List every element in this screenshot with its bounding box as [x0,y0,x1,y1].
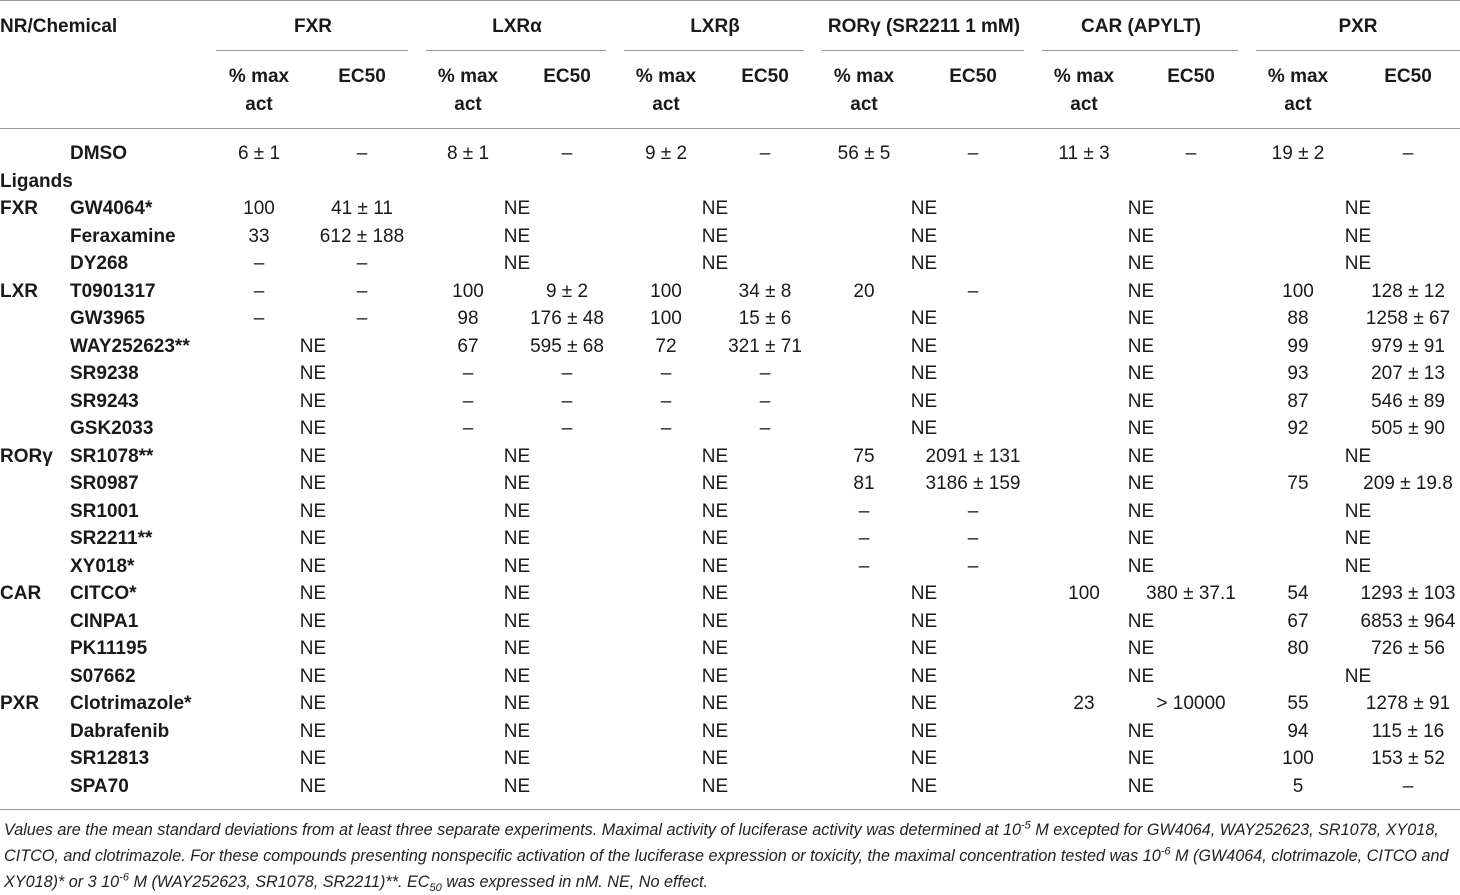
table-cell: 100 [650,281,682,302]
table-cell: 54 [1287,583,1309,604]
table-cell: 5 [1292,776,1304,797]
table-cell: NE [1127,776,1155,797]
table-cell: 67 [457,336,479,357]
table-cell: – [1402,776,1414,797]
receptor-group-label: PXR [0,693,40,714]
table-cell: NE [503,528,531,549]
pct-max-header: % max [1267,66,1329,87]
table-cell: NE [299,583,327,604]
receptor-header: CAR (APYLT) [1081,16,1201,37]
ec50-header: EC50 [741,66,789,87]
pct-max-header: act [1070,94,1098,115]
table-cell: – [967,281,979,302]
receptor-header: PXR [1338,16,1378,37]
table-cell: 93 [1287,363,1309,384]
table-cell: NE [299,611,327,632]
table-cell: NE [910,611,938,632]
table-cell: NE [1344,666,1372,687]
table-cell: NE [299,776,327,797]
table-cell: NE [1344,556,1372,577]
receptor-group-label: FXR [0,198,38,219]
table-cell: 99 [1287,336,1309,357]
table-cell: – [356,281,368,302]
table-cell: – [462,363,474,384]
table-cell: – [759,363,771,384]
pct-max-header: % max [833,66,895,87]
table-cell: NE [503,666,531,687]
table-cell: – [356,308,368,329]
table-cell: – [253,253,265,274]
table-cell: 88 [1287,308,1309,329]
ec50-header: EC50 [1167,66,1215,87]
ligands-label: Ligands [0,171,73,192]
table-cell: NE [503,611,531,632]
table-cell: – [660,363,672,384]
corner-label: NR/Chemical [0,16,118,37]
table-cell: NE [1127,611,1155,632]
table-cell: NE [910,308,938,329]
table-cell: NE [701,198,729,219]
table-cell: NE [701,528,729,549]
table-cell: NE [701,693,729,714]
table-cell: 67 [1287,611,1309,632]
compound-name: GSK2033 [70,418,154,439]
table-cell: NE [1127,308,1155,329]
table-cell: 726 ± 56 [1371,638,1445,659]
table-cell: – [858,556,870,577]
table-cell: 979 ± 91 [1371,336,1445,357]
pct-max-header: act [850,94,878,115]
receptor-group-rule [624,50,804,51]
table-cell: – [253,308,265,329]
table-cell: – [759,418,771,439]
table-cell: NE [701,253,729,274]
table-cell: NE [701,638,729,659]
table-cell: NE [1344,501,1372,522]
table-cell: NE [503,473,531,494]
table-cell: 595 ± 68 [530,336,604,357]
table-cell: – [967,143,979,164]
table-cell: – [967,528,979,549]
table-cell: NE [1127,391,1155,412]
table-cell: 6853 ± 964 [1360,611,1456,632]
table-cell: NE [503,253,531,274]
table-cell: NE [701,473,729,494]
table-cell: NE [701,776,729,797]
pct-max-header: act [245,94,273,115]
table-cell: – [1402,143,1414,164]
table-cell: NE [1127,638,1155,659]
compound-name: SPA70 [70,776,129,797]
table-cell: NE [910,666,938,687]
table-cell: NE [910,418,938,439]
table-cell: NE [299,336,327,357]
pct-max-header: % max [1053,66,1115,87]
table-cell: NE [910,336,938,357]
table-cell: NE [1127,446,1155,467]
table-cell: NE [299,363,327,384]
pct-max-header: act [454,94,482,115]
table-cell: – [561,391,573,412]
table-cell: – [660,418,672,439]
table-cell: NE [701,748,729,769]
table-cell: NE [701,446,729,467]
table-cell: NE [910,776,938,797]
table-cell: NE [1127,748,1155,769]
table-cell: 55 [1287,693,1309,714]
table-cell: NE [1127,363,1155,384]
compound-name: SR9243 [70,391,139,412]
receptor-group-rule [1042,50,1238,51]
table-cell: 92 [1287,418,1309,439]
table-cell: NE [1127,666,1155,687]
table-cell: NE [299,666,327,687]
table-cell: 100 [243,198,275,219]
table-cell: NE [701,226,729,247]
table-cell: 9 ± 2 [644,143,688,164]
table-cell: 6 ± 1 [237,143,281,164]
pct-max-header: % max [228,66,290,87]
table-cell: NE [503,583,531,604]
table-cell: NE [503,721,531,742]
table-cell: – [356,143,368,164]
table-cell: NE [1344,528,1372,549]
table-cell: NE [910,721,938,742]
table-cell: NE [503,556,531,577]
table-cell: > 10000 [1156,693,1226,714]
table-cell: NE [299,446,327,467]
table-cell: 380 ± 37.1 [1146,583,1236,604]
table-cell: NE [910,693,938,714]
table-cell: 505 ± 90 [1371,418,1445,439]
table-cell: – [967,501,979,522]
table-cell: NE [1344,198,1372,219]
table-cell: NE [910,748,938,769]
table-cell: NE [701,721,729,742]
table-cell: 8 ± 1 [446,143,490,164]
ec50-header: EC50 [1384,66,1432,87]
table-cell: 34 ± 8 [738,281,792,302]
table-cell: 100 [1068,583,1100,604]
table-cell: 100 [1282,281,1314,302]
compound-name: Dabrafenib [70,721,170,742]
compound-name: SR2211** [70,528,153,549]
table-cell: 75 [853,446,875,467]
receptor-header: RORγ (SR2211 1 mM) [827,16,1021,37]
table-cell: – [462,391,474,412]
table-cell: NE [1127,528,1155,549]
table-cell: NE [1127,556,1155,577]
table-cell: NE [503,501,531,522]
table-cell: 128 ± 12 [1371,281,1445,302]
table-cell: NE [299,638,327,659]
table-cell: 72 [655,336,677,357]
compound-name: WAY252623** [70,336,190,357]
table-cell: 11 ± 3 [1058,143,1110,164]
table-cell: NE [299,501,327,522]
table-cell: NE [503,638,531,659]
table-cell: NE [1127,473,1155,494]
table-cell: NE [299,693,327,714]
table-cell: NE [1344,446,1372,467]
compound-name: S07662 [70,666,136,687]
table-cell: 33 [248,226,270,247]
pct-max-header: % max [635,66,697,87]
table-cell: NE [701,556,729,577]
table-cell: – [759,391,771,412]
receptor-header: FXR [294,16,332,37]
header-bottom-rule [0,128,1460,129]
table-cell: NE [299,391,327,412]
table-cell: NE [910,253,938,274]
table-cell: 98 [457,308,479,329]
table-cell: NE [299,418,327,439]
table-cell: – [858,528,870,549]
table-cell: 75 [1287,473,1309,494]
compound-name: GW4064* [70,198,153,219]
receptor-group-rule [1256,50,1460,51]
table-cell: 207 ± 13 [1371,363,1445,384]
table-cell: – [561,363,573,384]
table-cell: 1278 ± 91 [1365,693,1451,714]
receptor-group-rule [216,50,408,51]
table-cell: 2091 ± 131 [925,446,1021,467]
table-cell: 176 ± 48 [530,308,604,329]
compound-name: SR9238 [70,363,139,384]
table-cell: NE [299,721,327,742]
table-cell: NE [1127,336,1155,357]
table-cell: 153 ± 52 [1371,748,1445,769]
table-cell: NE [299,556,327,577]
table-cell: – [253,281,265,302]
table-cell: NE [1127,198,1155,219]
receptor-header: LXRα [492,16,542,37]
table-cell: 321 ± 71 [728,336,802,357]
table-cell: NE [299,748,327,769]
table-cell: 9 ± 2 [545,281,589,302]
table-cell: 81 [853,473,875,494]
table-cell: – [759,143,771,164]
receptor-group-label: LXR [0,281,38,302]
table-cell: NE [299,473,327,494]
table-cell: NE [503,198,531,219]
table-cell: 94 [1287,721,1309,742]
receptor-group-label: RORγ [0,446,53,467]
table-cell: NE [503,693,531,714]
compound-name: GW3965 [70,308,145,329]
table-cell: – [356,253,368,274]
compound-name: SR1078** [70,446,154,467]
table-cell: NE [701,583,729,604]
compound-name: SR12813 [70,748,150,769]
compound-name: SR1001 [70,501,139,522]
table-cell: NE [1344,226,1372,247]
table-cell: 3186 ± 159 [925,473,1021,494]
table-bottom-rule [0,809,1460,810]
compound-name: CITCO* [70,583,137,604]
table-cell: NE [910,638,938,659]
table-cell: NE [503,748,531,769]
table-cell: 1258 ± 67 [1365,308,1451,329]
table-cell: NE [1127,721,1155,742]
table-cell: NE [701,666,729,687]
table-cell: 80 [1287,638,1309,659]
table-cell: 19 ± 2 [1271,143,1325,164]
compound-name: Clotrimazole* [70,693,192,714]
table-cell: 15 ± 6 [738,308,792,329]
table-cell: – [561,418,573,439]
table-cell: NE [1344,253,1372,274]
table-cell: 115 ± 16 [1371,721,1445,742]
ec50-header: EC50 [949,66,997,87]
compound-name: DMSO [70,143,127,164]
table-cell: NE [1127,418,1155,439]
table-cell: 546 ± 89 [1371,391,1445,412]
table-cell: 41 ± 11 [331,198,393,219]
receptor-group-rule [426,50,606,51]
compound-name: T0901317 [70,281,156,302]
receptor-header: LXRβ [690,16,740,37]
table-cell: NE [1127,226,1155,247]
table-cell: NE [1127,281,1155,302]
table-cell: 20 [853,281,875,302]
table-cell: – [858,501,870,522]
pct-max-header: act [652,94,680,115]
table-cell: NE [1127,253,1155,274]
table-cell: NE [910,391,938,412]
table-cell: – [1185,143,1197,164]
compound-name: PK11195 [70,638,148,659]
table-cell: 100 [1282,748,1314,769]
table-cell: – [660,391,672,412]
table-top-rule [0,0,1460,1]
table-cell: NE [701,501,729,522]
compound-name: DY268 [70,253,129,274]
table-cell: 23 [1073,693,1095,714]
table-cell: – [967,556,979,577]
table-cell: NE [910,363,938,384]
table-cell: NE [503,226,531,247]
table-cell: NE [299,528,327,549]
table-cell: 209 ± 19.8 [1363,473,1453,494]
table-cell: 100 [650,308,682,329]
table-cell: NE [910,583,938,604]
compound-name: CINPA1 [70,611,139,632]
table-cell: – [561,143,573,164]
compound-name: XY018* [70,556,135,577]
table-cell: NE [503,446,531,467]
table-cell: 100 [452,281,484,302]
table-cell: NE [910,226,938,247]
table-cell: 56 ± 5 [837,143,891,164]
compound-name: SR0987 [70,473,139,494]
table-cell: 612 ± 188 [319,226,405,247]
table-cell: NE [701,611,729,632]
compound-name: Feraxamine [70,226,176,247]
receptor-group-rule [822,50,1024,51]
table-cell: 1293 ± 103 [1360,583,1456,604]
table-cell: NE [1127,501,1155,522]
ec50-header: EC50 [543,66,591,87]
table-footnote: Values are the mean standard deviations from at least three separate experiments. Maximal activity of luciferase activity was determined at $10^{-5}$ M excepted for GW4064, WAY252623, SR1078, XY018, CITCO, and clotrimazole. For these compounds presenting nonspecific activation of the luciferase expression or toxicity, the maximal concentration tested was $10^{-6}$ M (GW4064, clotrimazole, CITCO and XY018)* or 3 $10^{-6}$ M (WAY252623, SR1078, SR2211)**. $EC_{50}$ was expressed in nM. NE, No effect. [4,819,1449,895]
pct-max-header: act [1284,94,1312,115]
receptor-group-label: CAR [0,583,42,604]
table-cell: – [462,418,474,439]
pct-max-header: % max [437,66,499,87]
table-cell: NE [910,198,938,219]
table-cell: 87 [1287,391,1309,412]
table-cell: NE [503,776,531,797]
ec50-header: EC50 [338,66,386,87]
